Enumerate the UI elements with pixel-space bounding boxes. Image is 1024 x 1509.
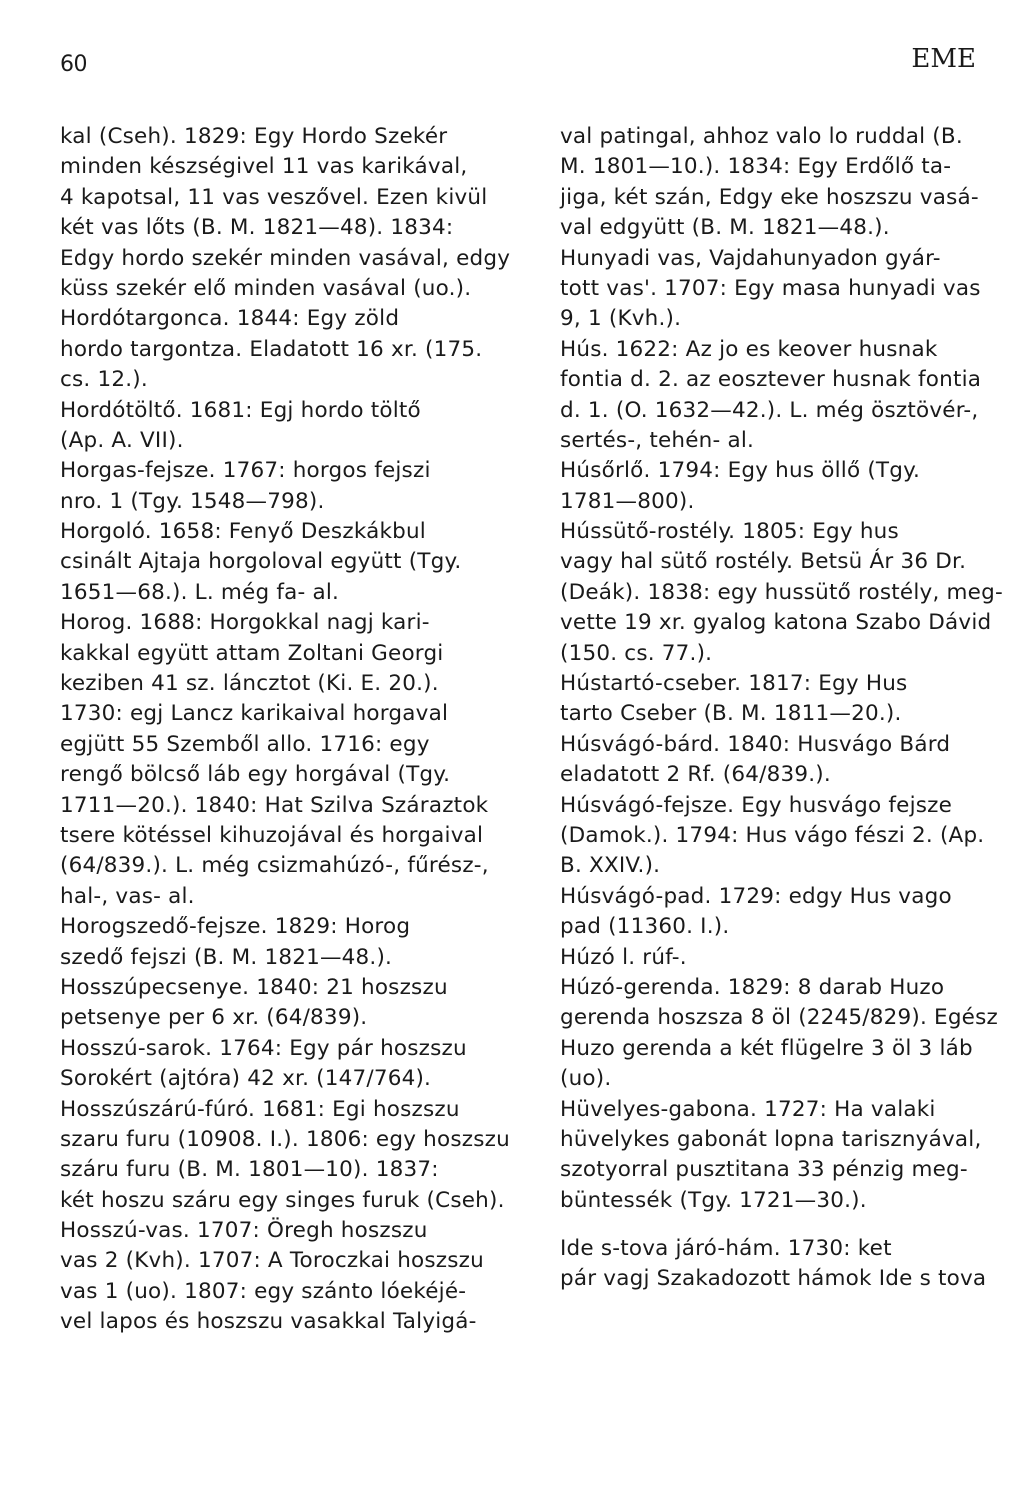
text-line: 1651—68.). L. még fa- al.: [60, 579, 340, 605]
text-line: nro. 1 (Tgy. 1548—798).: [60, 488, 325, 514]
text-line: Huzo gerenda a két flügelre 3 öl 3 láb: [560, 1035, 973, 1061]
text-line: (64/839.). L. még csizmahúzó-, fűrész-,: [60, 853, 489, 879]
text-line: tsere kötéssel kihuzojával és horgaival: [60, 822, 484, 848]
text-line: cs. 12.).: [60, 367, 148, 393]
text-line: Hüvelyes-gabona. 1727: Ha valaki: [560, 1096, 936, 1122]
text-line: (Damok.). 1794: Hus vágo fészi 2. (Ap.: [560, 822, 985, 848]
text-line: szaru furu (10908. I.). 1806: egy hoszszu: [60, 1126, 510, 1152]
text-line: Hordótöltő. 1681: Egj hordo töltő: [60, 397, 421, 423]
text-line: hüvelykes gabonát lopna tarisznyával,: [560, 1126, 982, 1152]
text-line: Sorokért (ajtóra) 42 xr. (147/764).: [60, 1066, 432, 1092]
text-line: Húzó-gerenda. 1829: 8 darab Huzo: [560, 974, 945, 1000]
text-line: pad (11360. I.).: [560, 914, 730, 940]
text-line: keziben 41 sz. láncztot (Ki. E. 20.).: [60, 671, 439, 697]
text-line: Hússütő-rostély. 1805: Egy hus: [560, 519, 899, 545]
text-line: 1711—20.). 1840: Hat Szilva Száraztok: [60, 792, 489, 818]
text-line: Húsvágó-fejsze. Egy husvágo fejsze: [560, 792, 953, 818]
text-line: (Deák). 1838: egy hussütő rostély, meg-: [560, 579, 1003, 605]
text-line: sertés-, tehén- al.: [560, 427, 755, 453]
text-line: (Ap. A. VII).: [60, 427, 184, 453]
left-column: [60, 122, 510, 1338]
text-line: Húsvágó-bárd. 1840: Husvágo Bárd: [560, 731, 951, 757]
text-line: két hoszu száru egy singes furuk (Cseh).: [60, 1187, 505, 1213]
text-line: Hosszú-vas. 1707: Öregh hoszszu: [60, 1218, 428, 1244]
text-line: büntessék (Tgy. 1721—30.).: [560, 1187, 867, 1213]
text-line: kakkal együtt attam Zoltani Georgi: [60, 640, 444, 666]
text-line: fontia d. 2. az eosztever husnak fontia: [560, 367, 982, 393]
text-line: Húzó l. rúf-.: [560, 944, 687, 970]
text-line: vas 1 (uo). 1807: egy szánto lóekéjé-: [60, 1278, 467, 1304]
text-line: csinált Ajtaja horgoloval együtt (Tgy.: [60, 549, 462, 575]
text-line: szotyorral pusztitana 33 pénzig meg-: [560, 1157, 968, 1183]
text-line: vagy hal sütő rostély. Betsü Ár 36 Dr.: [560, 549, 967, 575]
text-line: pár vagj Szakadozott hámok Ide s tova: [560, 1266, 987, 1292]
text-line: eladatott 2 Rf. (64/839.).: [560, 762, 831, 788]
text-line: Hosszú-sarok. 1764: Egy pár hoszszu: [60, 1035, 467, 1061]
text-line: Hunyadi vas, Vajdahunyadon gyár-: [560, 245, 941, 271]
text-line: val patingal, ahhoz valo lo ruddal (B.: [560, 124, 963, 149]
text-line: rengő bölcső láb egy horgával (Tgy.: [60, 762, 451, 788]
text-line: hordo targontza. Eladatott 16 xr. (175.: [60, 336, 483, 362]
text-line: val edgyütt (B. M. 1821—48.).: [560, 215, 890, 241]
text-line: 4 kapotsal, 11 vas veszővel. Ezen kivül: [60, 184, 488, 210]
text-line: (150. cs. 77.).: [560, 640, 713, 666]
text-line: két vas lőts (B. M. 1821—48). 1834:: [60, 215, 454, 241]
text-line: Húsőrlő. 1794: Egy hus öllő (Tgy.: [560, 458, 921, 484]
text-line: tarto Cseber (B. M. 1811—20.).: [560, 701, 902, 727]
text-line: Horgoló. 1658: Fenyő Deszkákbul: [60, 519, 426, 545]
text-line: küss szekér elő minden vasával (uo.).: [60, 275, 472, 301]
text-line: Húsvágó-pad. 1729: edgy Hus vago: [560, 883, 952, 909]
text-line: száru furu (B. M. 1801—10). 1837:: [60, 1157, 439, 1183]
text-line: Hordótargonca. 1844: Egy zöld: [60, 306, 400, 332]
text-line: kal (Cseh). 1829: Egy Hordo Szekér: [60, 124, 448, 149]
right-column: [560, 122, 1003, 1295]
text-line: 1781—800).: [560, 488, 695, 514]
running-title: EME: [911, 44, 976, 74]
text-line: (uo).: [560, 1066, 612, 1092]
text-line: vette 19 xr. gyalog katona Szabo Dávid: [560, 610, 992, 636]
text-line: Horgas-fejsze. 1767: horgos fejszi: [60, 458, 431, 484]
text-line: vel lapos és hoszszu vasakkal Talyigá-: [60, 1309, 477, 1335]
text-line: 1730: egj Lancz karikaival horgaval: [60, 701, 449, 727]
text-line: hal-, vas- al.: [60, 883, 195, 909]
text-line: tott vas'. 1707: Egy masa hunyadi vas: [560, 275, 981, 301]
page-number: 60: [60, 52, 87, 77]
text-line: Hosszúszárú-fúró. 1681: Egi hoszszu: [60, 1096, 460, 1122]
text-line: jiga, két szán, Edgy eke hoszszu vasá-: [560, 184, 979, 210]
text-line: Horogszedő-fejsze. 1829: Horog: [60, 914, 411, 940]
text-line: Ide s-tova járó-hám. 1730: ket: [560, 1236, 892, 1262]
text-line: szedő fejszi (B. M. 1821—48.).: [60, 944, 393, 970]
text-line: B. XXIV.).: [560, 853, 661, 879]
text-line: egjütt 55 Szemből allo. 1716: egy: [60, 731, 430, 757]
text-line: Hústartó-cseber. 1817: Egy Hus: [560, 671, 908, 697]
text-line: Hosszúpecsenye. 1840: 21 hoszszu: [60, 974, 448, 1000]
text-line: M. 1801—10.). 1834: Egy Erdőlő ta-: [560, 154, 952, 180]
text-line: gerenda hoszsza 8 öl (2245/829). Egész: [560, 1005, 998, 1031]
text-line: d. 1. (O. 1632—42.). L. még ösztövér-,: [560, 397, 979, 423]
text-line: Edgy hordo szekér minden vasával, edgy: [60, 245, 511, 271]
text-line: vas 2 (Kvh). 1707: A Toroczkai hoszszu: [60, 1248, 484, 1274]
text-line: Horog. 1688: Horgokkal nagj kari-: [60, 610, 430, 636]
text-line: Hús. 1622: Az jo es keover husnak: [560, 336, 938, 362]
text-line: petsenye per 6 xr. (64/839).: [60, 1005, 368, 1031]
text-line: minden készségivel 11 vas karikával,: [60, 154, 468, 180]
text-line: 9, 1 (Kvh.).: [560, 306, 682, 332]
